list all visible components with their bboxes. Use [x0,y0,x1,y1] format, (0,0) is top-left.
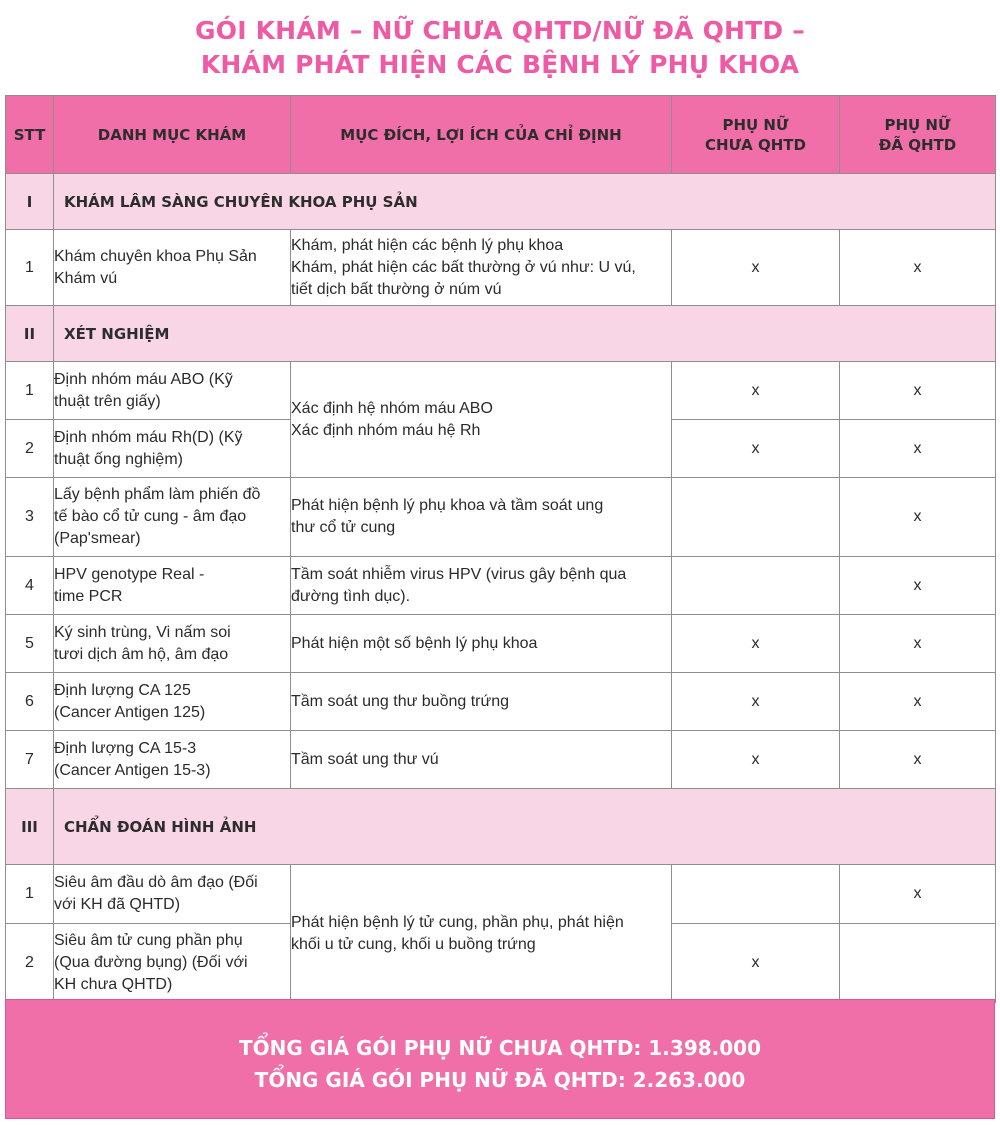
row-number: 3 [6,478,54,557]
row-item-line: (Cancer Antigen 125) [54,703,206,721]
row-number: 7 [6,731,54,789]
row-item [54,615,291,673]
table-row [6,478,996,557]
row-purpose-line: Phát hiện bệnh lý phụ khoa và tầm soát ung [291,497,604,514]
section-row [6,174,996,230]
header-unmarried [672,96,840,174]
mark-unmarried [672,865,840,924]
price-summary [5,999,995,1119]
row-item [54,865,291,924]
mark-unmarried: x [672,362,840,420]
row-purpose [291,673,672,731]
row-item [54,478,291,557]
mark-married: x [840,673,996,731]
mark-married: x [840,557,996,615]
row-purpose-line: Xác định nhóm máu hệ Rh [291,421,481,439]
row-item-line: Siêu âm tử cung phần phụ [54,932,243,949]
row-number: 5 [6,615,54,673]
row-purpose-line: Khám, phát hiện các bất thường ở vú như: U vú, [291,258,636,276]
section-label: XÉT NGHIỆM [54,306,996,362]
mark-unmarried: x [672,731,840,789]
row-item-line: tế bào cổ tử cung - âm đạo [54,508,247,525]
row-item-line: KH chưa QHTD) [54,976,173,993]
row-purpose [291,557,672,615]
table-row [6,557,996,615]
row-item [54,420,291,478]
header-stt: STT [6,96,54,174]
row-purpose-line: Tầm soát nhiễm virus HPV (virus gây bệnh qua [291,565,627,583]
title-line-2: KHÁM PHÁT HIỆN CÁC BỆNH LÝ PHỤ KHOA [200,50,800,79]
row-item [54,673,291,731]
mark-married: x [840,615,996,673]
row-item-line: (Qua đường bụng) (Đối với [54,954,248,971]
row-item-line: tươi dịch âm hộ, âm đạo [54,645,229,663]
row-purpose-line: thư cổ tử cung [291,519,396,536]
mark-unmarried: x [672,673,840,731]
row-item-line: với KH đã QHTD) [54,896,181,913]
mark-married: x [840,362,996,420]
mark-married [840,924,996,1003]
header-purpose: MỤC ĐÍCH, LỢI ÍCH CỦA CHỈ ĐỊNH [291,96,672,174]
header-unmarried-line1: PHỤ NỮ [722,115,789,134]
row-item-line: thuật trên giấy) [54,392,161,410]
row-number: 2 [6,924,54,1003]
mark-unmarried: x [672,615,840,673]
row-purpose-line: Phát hiện bệnh lý tử cung, phần phụ, phát hiện [291,913,624,931]
mark-unmarried [672,557,840,615]
row-number: 6 [6,673,54,731]
section-number: I [6,174,54,230]
row-item-line: (Cancer Antigen 15-3) [54,761,211,779]
row-purpose-line: Tầm soát ung thư buồng trứng [291,692,509,710]
table-row [6,731,996,789]
row-purpose [291,615,672,673]
mark-married: x [840,230,996,306]
table-row [6,615,996,673]
row-purpose-merged [291,362,672,478]
row-item [54,362,291,420]
mark-unmarried: x [672,230,840,306]
header-item: DANH MỤC KHÁM [54,96,291,174]
row-item-line: Định lượng CA 15-3 [54,739,197,757]
section-number: III [6,789,54,865]
row-item-line: Định lượng CA 125 [54,681,191,699]
row-item-line: Ký sinh trùng, Vi nấm soi [54,623,231,641]
row-purpose-line: Khám, phát hiện các bệnh lý phụ khoa [291,236,564,254]
mark-married: x [840,731,996,789]
header-married [840,96,996,174]
row-item-line: Lấy bệnh phẩm làm phiến đồ [54,486,261,503]
row-item-line: thuật ống nghiệm) [54,450,183,468]
row-purpose-line: Tầm soát ung thư vú [291,750,439,768]
row-number: 2 [6,420,54,478]
row-item-line: (Pap'smear) [54,530,141,547]
header-married-line1: PHỤ NỮ [884,115,951,134]
section-row [6,789,996,865]
mark-unmarried: x [672,924,840,1003]
page-title [0,14,1000,82]
row-purpose-line: Phát hiện một số bệnh lý phụ khoa [291,634,538,652]
mark-married: x [840,865,996,924]
row-item-line: Định nhóm máu ABO (Kỹ [54,370,233,388]
row-item [54,557,291,615]
row-number: 1 [6,230,54,306]
table-row [6,865,996,924]
row-number: 1 [6,865,54,924]
row-item [54,731,291,789]
row-item [54,230,291,306]
row-purpose-line: khối u tử cung, khối u buồng trứng [291,935,536,953]
row-item [54,924,291,1003]
table-row [6,673,996,731]
row-item-line: HPV genotype Real - [54,565,205,583]
row-item-line: Siêu âm đầu dò âm đạo (Đối [54,874,258,891]
mark-unmarried: x [672,420,840,478]
row-item-line: Định nhóm máu Rh(D) (Kỹ [54,428,243,446]
total-price-unmarried: TỔNG GIÁ GÓI PHỤ NỮ CHƯA QHTD: 1.398.000 [238,1036,761,1060]
header-married-line2: ĐÃ QHTD [878,135,957,154]
mark-married: x [840,420,996,478]
row-item-line: Khám chuyên khoa Phụ Sản [54,247,257,265]
row-purpose [291,478,672,557]
row-purpose-line: đường tình dục). [291,587,411,605]
title-line-1: GÓI KHÁM – NỮ CHƯA QHTD/NỮ ĐÃ QHTD – [195,16,805,45]
row-purpose-line: tiết dịch bất thường ở núm vú [291,280,502,298]
row-purpose-merged [291,865,672,1003]
section-label: KHÁM LÂM SÀNG CHUYÊN KHOA PHỤ SẢN [54,174,996,230]
row-number: 1 [6,362,54,420]
section-row [6,306,996,362]
table-header-row [6,96,996,174]
package-table [5,95,996,1003]
row-number: 4 [6,557,54,615]
section-number: II [6,306,54,362]
row-purpose [291,731,672,789]
row-item-line: Khám vú [54,269,118,287]
total-price-married: TỔNG GIÁ GÓI PHỤ NỮ ĐÃ QHTD: 2.263.000 [254,1068,746,1092]
header-unmarried-line2: CHƯA QHTD [705,135,806,154]
row-purpose-line: Xác định hệ nhóm máu ABO [291,399,493,417]
row-item-line: time PCR [54,587,123,605]
mark-married: x [840,478,996,557]
section-label: CHẨN ĐOÁN HÌNH ẢNH [54,789,996,865]
table-row [6,362,996,420]
row-purpose [291,230,672,306]
mark-unmarried [672,478,840,557]
table-row [6,230,996,306]
